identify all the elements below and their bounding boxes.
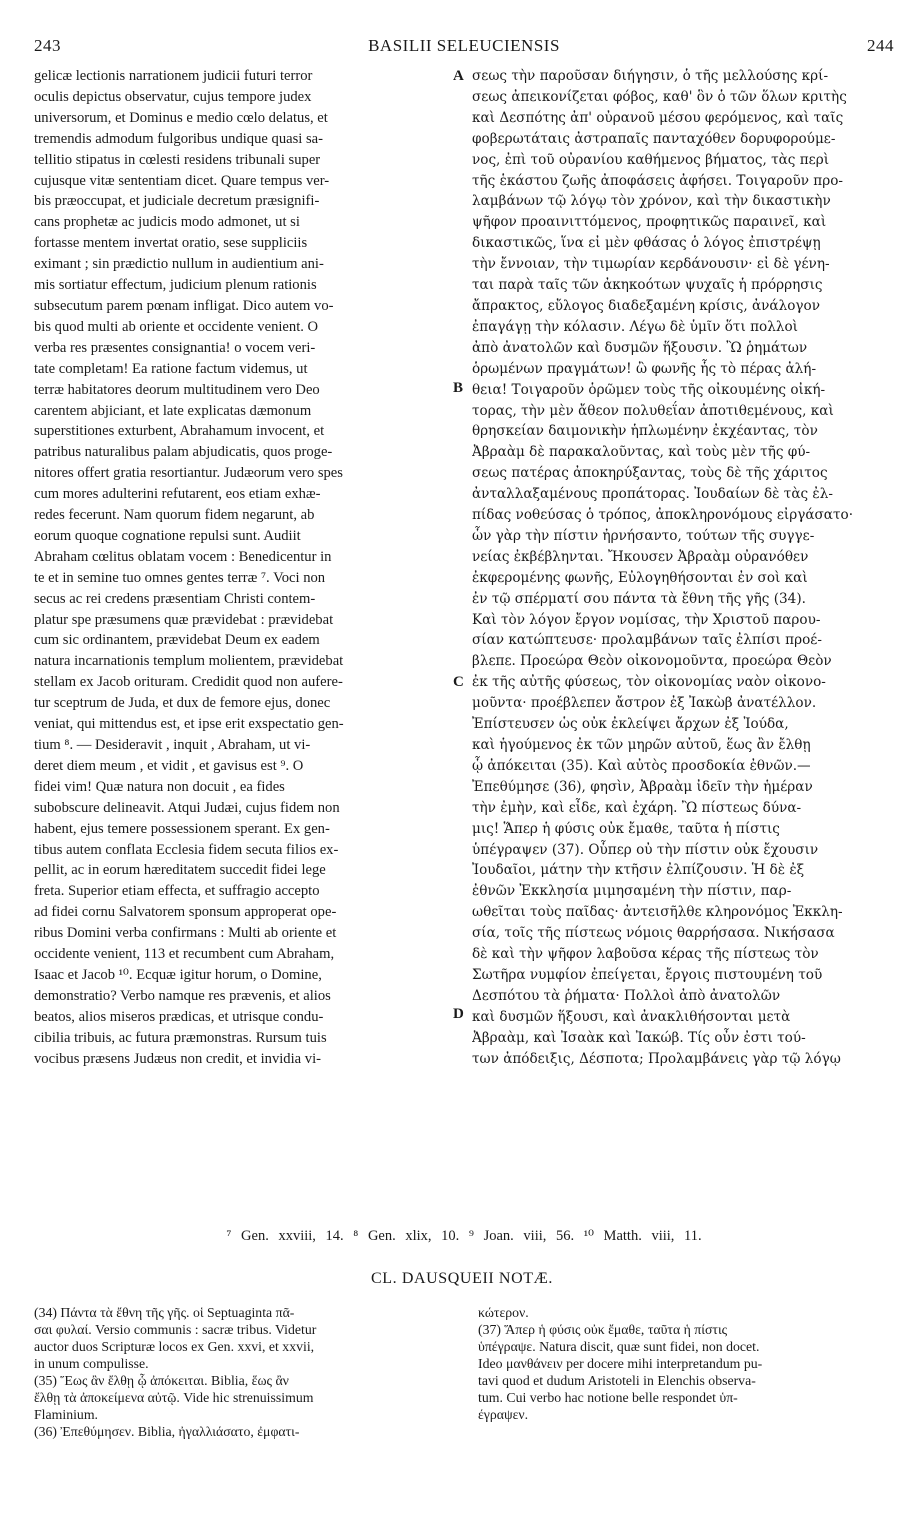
latin-text-line: ribus Domini verba confirmans : Multi ab oriente et bbox=[34, 925, 337, 942]
greek-text-line: Σωτῆρα νυμφίον ἐπείγεται, ἔργοις πιστουμένη τοῦ bbox=[472, 966, 823, 983]
greek-text-line: θρησκείαν δαιμονικὴν ἡπλωμένην ἐκχέαντας, τὸν bbox=[472, 423, 818, 440]
notes-left-column bbox=[34, 1304, 454, 1440]
latin-text-line: Abraham cœlitus oblatam vocem : Benedicentur in bbox=[34, 548, 332, 565]
greek-text-line: βλεπε. Προεώρα Θεὸν οἰκονομοῦντα, προεώρα Θεὸν bbox=[472, 653, 832, 670]
latin-text-line: eorum quoque cognatione repulsi sunt. Audiit bbox=[34, 527, 301, 544]
latin-text-line: vocibus præsens Judæus non credit, et invidia vi- bbox=[34, 1050, 321, 1067]
greek-text-line: τορας, τὴν μὲν ἄθεον πολυθεΐαν ἀποτιθεμένους, καὶ bbox=[472, 402, 834, 419]
latin-text-line: bis præoccupat, et judiciale decretum præsignifi- bbox=[34, 193, 320, 210]
running-title: BASILII SELEUCIENSIS bbox=[368, 36, 560, 55]
greek-text-line: ᾧ ἀπόκειται (35). Καὶ αὐτὸς προσδοκία ἐθνῶν.— bbox=[472, 757, 811, 774]
note-line: ἔλθῃ τὰ ἀποκείμενα αὐτῷ. Vide hic strenuissimum bbox=[34, 1390, 314, 1405]
note-line: (35) Ἕως ἂν ἔλθῃ ᾧ ἀπόκειται. Biblia, ἕως ἂν bbox=[34, 1373, 289, 1388]
running-header bbox=[34, 36, 894, 60]
greek-text-line: τὴν ἐμὴν, καὶ εἶδε, καὶ ἐχάρη. Ὢ πίστεως δύνα- bbox=[472, 799, 802, 816]
footnote-references: ⁷ Gen. xxviii, 14. ⁸ Gen. xlix, 10. ⁹ Joan. viii, 56. ¹⁰ Matth. viii, 11. bbox=[226, 1228, 702, 1244]
greek-text-line: σεως ἀπεικονίζεται φόβος, καθ' ὃν ὁ τῶν ὅλων κριτὴς bbox=[472, 88, 847, 105]
latin-text-line: secus ac rei credens præsentiam Christi contem- bbox=[34, 590, 316, 607]
greek-text-line: νος, ἐπὶ τοῦ οὐρανίου καθήμενος βήματος, τὰς περὶ bbox=[472, 151, 830, 168]
greek-text-line: ὧν γὰρ τὴν πίστιν ἠρνήσαντο, τούτων τῆς συγγε- bbox=[472, 527, 815, 544]
greek-text-line: νείας ἐκβέβληνται. Ἤκουσεν Ἀβραὰμ οὐρανόθεν bbox=[472, 548, 809, 565]
greek-text-line: λαμβάνων τῷ λόγῳ τὸν χρόνον, καὶ τὴν δικαστικὴν bbox=[472, 193, 831, 210]
section-marker-c: C bbox=[453, 674, 464, 690]
note-line: auctor duos Scripturæ locos ex Gen. xxvi, et xxvii, bbox=[34, 1339, 315, 1354]
latin-text-line: tibus autem conflata Ecclesia fidem secuta filios ex- bbox=[34, 841, 339, 858]
greek-text-line: καὶ Δεσπότης ἀπ' οὐρανοῦ μέσου φερόμενος, καὶ ταῖς bbox=[472, 109, 844, 126]
greek-text-line: σεως πατέρας ἀποκηρύξαντας, τοὺς δὲ τῆς χάριτος bbox=[472, 465, 828, 482]
greek-text-line: ἐπαγάγῃ τὴν κόλασιν. Λέγω δὲ ὑμῖν ὅτι πολλοὶ bbox=[472, 318, 798, 335]
latin-text-line: universorum, et Dominus e medio cœlo delatus, et bbox=[34, 109, 328, 126]
greek-text-line: θεια! Τοιγαροῦν ὁρῶμεν τοὺς τῆς οἰκουμένης οἰκή- bbox=[472, 381, 826, 398]
latin-text-line: carentem abjiciant, et late explicatas dæmonum bbox=[34, 402, 312, 419]
greek-text-line: Ἀβραὰμ, καὶ Ἰσαὰκ καὶ Ἰακώβ. Τίς οὖν ἐστι τού- bbox=[472, 1029, 806, 1046]
latin-text-line: verba res præsentes consignantia! o vocem veri- bbox=[34, 339, 316, 356]
note-line: ὑπέγραψε. Natura discit, quæ sunt fidei, non docet. bbox=[478, 1339, 760, 1354]
note-line: Ideo μανθάνειν per docere mihi interpretandum pu- bbox=[478, 1356, 763, 1371]
greek-text-line: ἐκ τῆς αὐτῆς φύσεως, τὸν οἰκονομίας ναὸν οἰκονο- bbox=[472, 674, 826, 691]
latin-text-line: oculis depictus observatur, cujus tempore judex bbox=[34, 88, 312, 105]
greek-text-line: πίδας νοθεύσας ὁ τρόπος, ἀποκληρονόμους εἰργάσατο· bbox=[472, 507, 854, 524]
greek-text-line: μοῦντα· προέβλεπεν ἄστρον ἐξ Ἰακὼβ ἀνατέλλον. bbox=[472, 695, 817, 712]
section-marker-a: A bbox=[453, 68, 464, 84]
latin-text-line: Isaac et Jacob ¹⁰. Ecquæ igitur horum, o Domine, bbox=[34, 966, 322, 983]
latin-text-line: freta. Superior etiam effecta, et suffragio accepto bbox=[34, 883, 320, 900]
latin-text-line: subobscure delineavit. Atqui Judæi, cujus fidem non bbox=[34, 799, 340, 816]
latin-text-line: tur sceptrum de Juda, et dux de femore ejus, donec bbox=[34, 695, 331, 712]
note-line: σαι φυλαί. Versio communis : sacræ tribus. Videtur bbox=[34, 1322, 317, 1337]
greek-text-line: ἐθνῶν Ἐκκλησία μιμησαμένη τὴν πίστιν, παρ- bbox=[472, 883, 792, 900]
latin-text-line: veniat, qui mittendus est, et ipse erit exspectatio gen- bbox=[34, 716, 344, 733]
greek-text-line: ἀνταλλαξαμένους προπάτορας. Ἰουδαίων δὲ τὰς ἐλ- bbox=[472, 486, 833, 503]
page-number-left: 243 bbox=[34, 36, 61, 55]
greek-text-line: καὶ ἡγούμενος ἐκ τῶν μηρῶν αὐτοῦ, ἕως ἂν ἔλθῃ bbox=[472, 737, 811, 753]
latin-text-line: fortasse mentem invertat oratio, sese suppliciis bbox=[34, 235, 308, 252]
greek-text-line: Ἐπεθύμησε (36), φησὶν, Ἀβραὰμ ἰδεῖν τὴν ἡμέραν bbox=[472, 778, 813, 795]
greek-text-line: σεως τὴν παροῦσαν διήγησιν, ὁ τῆς μελλούσης κρί- bbox=[472, 68, 829, 84]
note-line: (37) Ἅπερ ἡ φύσις οὐκ ἔμαθε, ταῦτα ἡ πίστις bbox=[478, 1322, 728, 1337]
latin-text-line: gelicæ lectionis narrationem judicii futuri terror bbox=[34, 68, 313, 84]
note-line: (34) Πάντα τὰ ἔθνη τῆς γῆς. οἱ Septuaginta πᾶ- bbox=[34, 1305, 295, 1320]
greek-text-line: Ἰουδαῖοι, μάτην τὴν κτῆσιν ἐλπίζουσιν. Ἡ δὲ ἐξ bbox=[472, 862, 805, 879]
greek-text-line: ὁρωμένων πραγμάτων! ὢ φωνῆς ἧς τὸ πέρας ἀλή- bbox=[472, 360, 817, 377]
latin-text-line: patribus naturalibus palam abjudicatis, quos proge- bbox=[34, 444, 333, 461]
latin-text-line: pellit, ac in eorum hæreditatem succedit fidei lege bbox=[34, 862, 326, 879]
greek-text-line: μις! Ἅπερ ἡ φύσις οὐκ ἔμαθε, ταῦτα ἡ πίστις bbox=[472, 820, 780, 837]
latin-text-line: cans prophetæ ac judicis modo admonet, ut si bbox=[34, 214, 300, 231]
greek-text-line: δικαστικῶς, ἵνα εἰ μὲν φθάσας ὁ λόγος ἐπιστρέψῃ bbox=[472, 235, 821, 252]
greek-text-line: ἄπρακτος, εὔλογος διαδεξαμένη κρίσις, ἀνάλογον bbox=[472, 297, 820, 314]
latin-text-line: cum mores adulterini refutarent, eos etiam exhæ- bbox=[34, 486, 321, 503]
greek-text-line: ωθεῖται τοὺς παῖδας· ἀντεισῆλθε κληρονόμος Ἐκκλη- bbox=[472, 904, 843, 921]
note-line: (36) Ἐπεθύμησεν. Biblia, ἠγαλλιάσατο, ἐμφατι- bbox=[34, 1424, 300, 1439]
greek-text-line: ψῆφον προαινιττόμενος, προφητικῶς παραινεῖ, καὶ bbox=[472, 214, 827, 231]
section-marker-d: D bbox=[453, 1006, 464, 1022]
latin-text-line: nitores offert gratia resortiantur. Judæorum vero spes bbox=[34, 465, 343, 482]
greek-text-line: ὑπέγραψεν (37). Οὗπερ οὐ τὴν πίστιν οὐκ ἔχουσιν bbox=[472, 841, 819, 858]
latin-text-line: deret diem meum , et vidit , et gavisus est ⁹. O bbox=[34, 757, 304, 774]
latin-text-line: tate completam! Ea ratione factum videmus, ut bbox=[34, 360, 308, 377]
section-marker-b: B bbox=[453, 380, 464, 396]
latin-text-line: fidei vim! Quæ natura non docuit , ea fides bbox=[34, 778, 285, 795]
greek-text-line: Δεσπότου τὰ ῥήματα· Πολλοὶ ἀπὸ ἀνατολῶν bbox=[472, 987, 781, 1004]
greek-text-line: φοβερωτάταις ἀστραπαῖς πανταχόθεν δορυφορούμε- bbox=[472, 130, 836, 147]
latin-text-line: natura incarnationis templum molientem, prævidebat bbox=[34, 653, 344, 670]
latin-text-line: bis quod multi ab oriente et occidente venient. O bbox=[34, 318, 319, 335]
greek-text-line: τὴν ἔννοιαν, τὴν τιμωρίαν κερδάνουσιν· εἰ δὲ γένη- bbox=[472, 256, 830, 273]
latin-text-line: mis sortiatur effectum, judicium plenum rationis bbox=[34, 277, 317, 294]
note-line: Flaminium. bbox=[34, 1407, 99, 1422]
greek-text-line: Ἐπίστευσεν ὡς οὐκ ἐκλείψει ἄρχων ἐξ Ἰούδα, bbox=[472, 716, 789, 733]
greek-text-line: Ἀβραὰμ δὲ παρακαλοῦντας, καὶ τοὺς μὲν τῆς φύ- bbox=[472, 444, 811, 461]
latin-text-line: cum sic ordinantem, prævidebat Deum ex eadem bbox=[34, 632, 320, 649]
greek-text-line: σία, τοῖς τῆς πίστεως νόμοις θαρρήσασα. Νικήσασα bbox=[472, 925, 835, 942]
greek-text-line: δὲ καὶ τὴν ψῆφον λαβοῦσα κέρας τῆς πίστεως τὸν bbox=[472, 946, 819, 963]
latin-text-line: habent, ejus temere possessionem sperant. Ex gen- bbox=[34, 820, 330, 837]
note-line: έγραψεν. bbox=[478, 1407, 529, 1422]
latin-text-line: ad fidei cornu Salvatorem sponsum approperat ope- bbox=[34, 904, 337, 921]
greek-text-line: ἐν τῷ σπέρματί σου πάντα τὰ ἔθνη τῆς γῆς (34). bbox=[472, 590, 806, 607]
latin-text-line: tium ⁸. — Desideravit , inquit , Abraham, ut vi- bbox=[34, 737, 311, 753]
note-line: κώτερον. bbox=[478, 1305, 529, 1320]
greek-text-line: καὶ δυσμῶν ἥξουσι, καὶ ἀνακλιθήσονται μετὰ bbox=[472, 1008, 791, 1025]
latin-text-line: stellam ex Jacob orituram. Credidit quod non aufere- bbox=[34, 674, 343, 691]
latin-text-line: eximant ; sin prædictio nullum in audientium ani- bbox=[34, 256, 324, 273]
greek-column bbox=[472, 66, 892, 1070]
latin-text-line: te et in semine tuo omnes gentes terræ ⁷. Voci non bbox=[34, 569, 326, 586]
note-line: tavi quod et dudum Aristoteli in Elenchis observa- bbox=[478, 1373, 756, 1388]
greek-text-line: ἀπὸ ἀνατολῶν καὶ δυσμῶν ἥξουσιν. Ὢ ῥημάτων bbox=[472, 339, 808, 356]
page-number-right: 244 bbox=[867, 36, 894, 55]
greek-text-line: των ἀπόδειξις, Δέσποτα; Προλαμβάνεις γὰρ τῷ λόγῳ bbox=[472, 1050, 841, 1067]
latin-text-line: redes fecerunt. Nam quorum fidem negarunt, ab bbox=[34, 507, 315, 524]
notes-right-column bbox=[478, 1304, 898, 1423]
greek-text-line: τῆς ἑκάστου ζωῆς ἀποφάσεις ἀφήσει. Τοιγαροῦν προ- bbox=[472, 172, 844, 189]
greek-text-line: σίαν κατώπτευσε· προλαμβάνων ταῖς ἐλπίσι προέ- bbox=[472, 632, 822, 649]
latin-text-line: superstitiones exturbent, Abrahamum invocent, et bbox=[34, 423, 325, 440]
greek-text-line: ἐκφερομένης φωνῆς, Εὐλογηθήσονται ἐν σοὶ καὶ bbox=[472, 569, 808, 586]
notes-title: CL. DAUSQUEII NOTÆ. bbox=[370, 1270, 554, 1287]
latin-text-line: tremendis admodum fulgoribus undique quasi sa- bbox=[34, 130, 323, 147]
latin-text-line: platur spe præsumens quæ prævidebat : prævidebat bbox=[34, 611, 334, 628]
latin-text-line: cujusque vitæ sententiam dicet. Quare tempus ver- bbox=[34, 172, 330, 189]
greek-text-line: Καὶ τὸν λόγον ἔργον νομίσας, τὴν Χριστοῦ παρου- bbox=[472, 611, 821, 628]
greek-text-line: ται παρὰ ταῖς τῶν ἀκηκοότων ψυχαῖς ἡ πρόρρησις bbox=[472, 277, 823, 294]
latin-text-line: terræ habitatores deorum multitudinem vero Deo bbox=[34, 381, 320, 398]
latin-text-line: demonstratio? Verbo namque res prævenis, et alios bbox=[34, 987, 331, 1004]
latin-text-line: beatos, alios miseros prædicas, et utrisque condu- bbox=[34, 1008, 324, 1025]
latin-text-line: occidente venient, 113 et recumbent cum Abraham, bbox=[34, 946, 335, 963]
latin-text-line: tellitio stipatus in cœlesti residens tribunali super bbox=[34, 151, 321, 168]
note-line: tum. Cui verbo hac notione belle respondet ὑπ- bbox=[478, 1390, 738, 1405]
latin-text-line: cibilia tribuis, ac futura præmonstras. Rursum tuis bbox=[34, 1029, 327, 1046]
note-line: in unum compulisse. bbox=[34, 1356, 149, 1371]
latin-column bbox=[34, 66, 454, 1070]
latin-text-line: subsecutum parem pœnam infligat. Dico autem vo- bbox=[34, 297, 334, 314]
